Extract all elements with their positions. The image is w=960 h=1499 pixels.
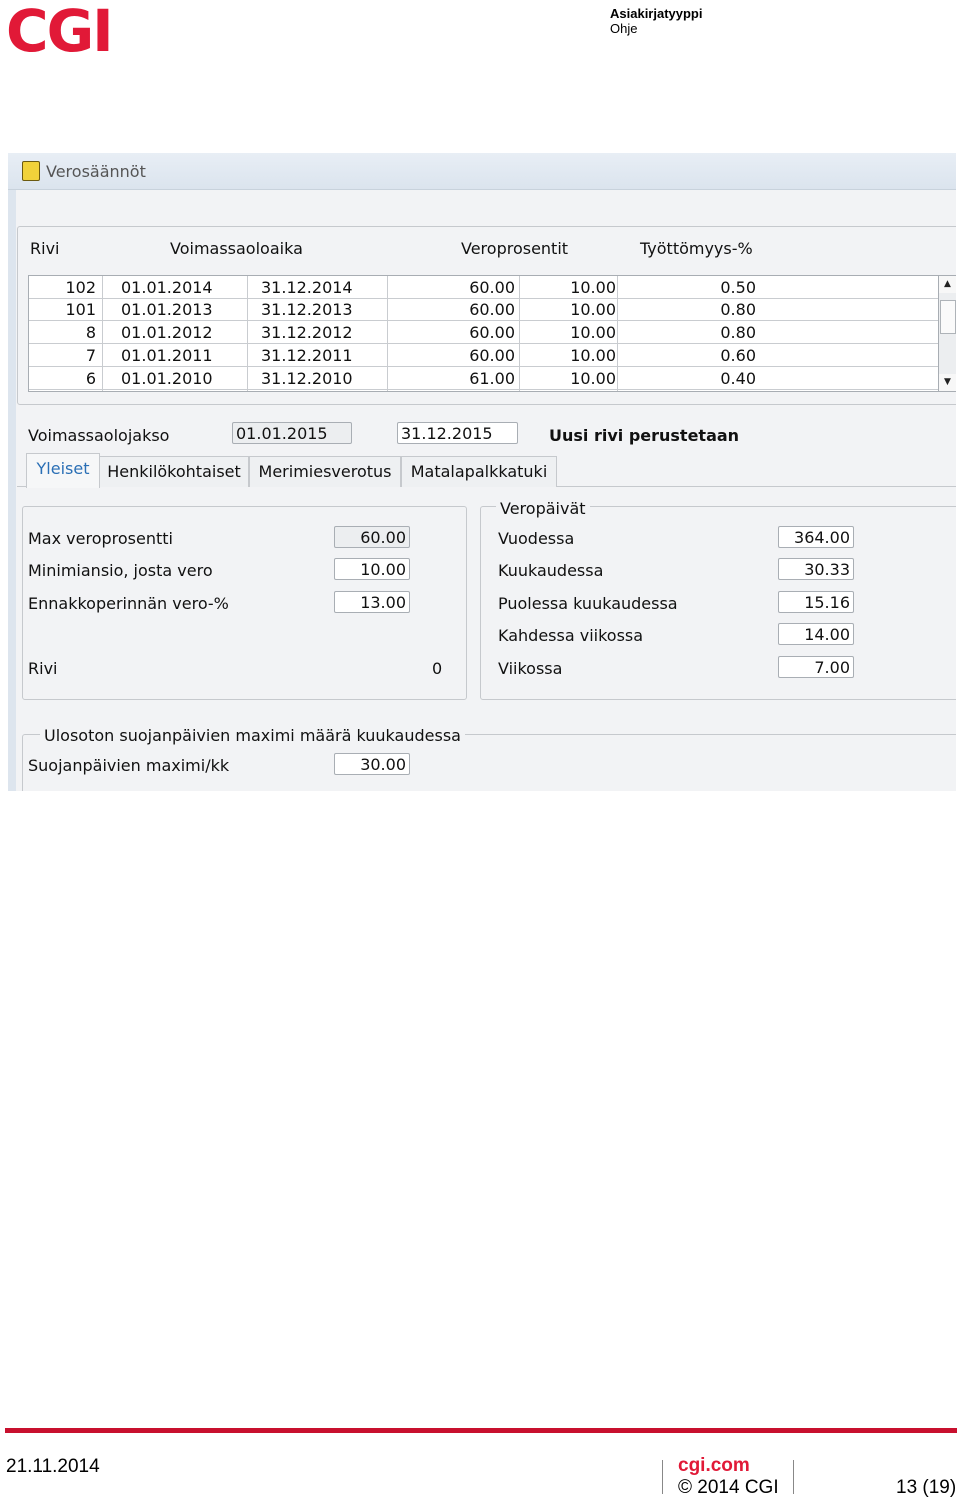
- cell-end: 31.12.2013: [261, 300, 353, 319]
- cell-rivi: 102: [65, 278, 96, 297]
- cell-vero1: 60.00: [469, 300, 515, 319]
- cell-end: 31.12.2010: [261, 369, 353, 388]
- window-titlebar: [8, 153, 956, 190]
- suojanpaivat-field[interactable]: 30.00: [334, 753, 410, 775]
- table-row[interactable]: [29, 367, 939, 390]
- viikossa-field[interactable]: 7.00: [778, 656, 854, 678]
- scroll-thumb[interactable]: [940, 300, 956, 334]
- footer-site: cgi.com: [678, 1455, 750, 1476]
- cell-end: 31.12.2012: [261, 323, 353, 342]
- min-label: Minimiansio, josta vero: [28, 561, 213, 580]
- cell-rivi: 7: [85, 346, 96, 365]
- ennakko-field[interactable]: 13.00: [334, 591, 410, 613]
- kahdessa-label: Kahdessa viikossa: [498, 626, 644, 645]
- rivi-value: 0: [432, 659, 443, 678]
- col-header-veroprosentit[interactable]: Veroprosentit: [461, 239, 569, 258]
- rules-table: [28, 275, 940, 392]
- cell-tyot: 0.40: [720, 369, 756, 388]
- page-number: 13 (19): [896, 1477, 957, 1498]
- max-field[interactable]: 60.00: [334, 526, 410, 548]
- cell-rivi: 8: [85, 323, 96, 342]
- cell-start: 01.01.2010: [121, 369, 213, 388]
- vuodessa-label: Vuodessa: [498, 529, 575, 548]
- cell-vero2: 10.00: [570, 300, 616, 319]
- footer-divider: [5, 1428, 957, 1433]
- footer-date: 21.11.2014: [6, 1456, 100, 1477]
- ulosotto-legend: Ulosoton suojanpäivien maximi määrä kuukaudessa: [40, 726, 465, 745]
- viikossa-label: Viikossa: [498, 659, 563, 678]
- tab-henkilokohtaiset[interactable]: Henkilökohtaiset: [99, 456, 249, 487]
- table-row[interactable]: [29, 344, 939, 367]
- cell-vero1: 60.00: [469, 323, 515, 342]
- table-row[interactable]: [29, 321, 939, 344]
- rivi-label: Rivi: [28, 659, 58, 678]
- cell-vero2: 10.00: [570, 369, 616, 388]
- cell-start: 01.01.2014: [121, 278, 213, 297]
- cell-start: 01.01.2012: [121, 323, 213, 342]
- puolessa-label: Puolessa kuukaudessa: [498, 594, 678, 613]
- status-text: Uusi rivi perustetaan: [549, 426, 740, 445]
- cell-vero1: 61.00: [469, 369, 515, 388]
- window-left-edge: [8, 153, 16, 791]
- cell-rivi: 101: [65, 300, 96, 319]
- vuodessa-field[interactable]: 364.00: [778, 526, 854, 548]
- cell-start: 01.01.2011: [121, 346, 213, 365]
- tab-matalapalkkatuki[interactable]: Matalapalkkatuki: [401, 456, 557, 487]
- document-subtype: Ohje: [610, 21, 638, 36]
- tab-merimiesverotus[interactable]: Merimiesverotus: [249, 456, 401, 487]
- footer-separator: [662, 1460, 663, 1494]
- tab-yleiset[interactable]: Yleiset: [26, 453, 100, 488]
- cell-tyot: 0.50: [720, 278, 756, 297]
- scroll-up-icon[interactable]: ▲: [939, 276, 956, 293]
- col-header-tyottomyys[interactable]: Työttömyys-%: [640, 239, 753, 258]
- footer-copyright: © 2014 CGI: [678, 1477, 779, 1498]
- document-icon: [22, 161, 40, 181]
- cell-end: 31.12.2011: [261, 346, 353, 365]
- scroll-down-icon[interactable]: ▼: [939, 374, 956, 391]
- ennakko-label: Ennakkoperinnän vero-%: [28, 594, 229, 613]
- cell-vero2: 10.00: [570, 278, 616, 297]
- cell-vero2: 10.00: [570, 346, 616, 365]
- grid-scrollbar[interactable]: [938, 275, 956, 392]
- cell-vero2: 10.00: [570, 323, 616, 342]
- max-label: Max veroprosentti: [28, 529, 173, 548]
- cell-vero1: 60.00: [469, 346, 515, 365]
- cell-tyot: 0.80: [720, 323, 756, 342]
- kuukaudessa-field[interactable]: 30.33: [778, 558, 854, 580]
- cell-vero1: 60.00: [469, 278, 515, 297]
- table-row[interactable]: [29, 298, 939, 321]
- tax-rules-window: [8, 153, 956, 791]
- veropaivat-legend: Veropäivät: [496, 499, 590, 518]
- window-title: Verosäännöt: [46, 162, 146, 181]
- suojanpaivat-label: Suojanpäivien maximi/kk: [28, 756, 230, 775]
- cell-start: 01.01.2013: [121, 300, 213, 319]
- kahdessa-field[interactable]: 14.00: [778, 623, 854, 645]
- period-start-field[interactable]: 01.01.2015: [232, 422, 352, 444]
- col-header-voimassaoloaika[interactable]: Voimassaoloaika: [170, 239, 303, 258]
- kuukaudessa-label: Kuukaudessa: [498, 561, 604, 580]
- puolessa-field[interactable]: 15.16: [778, 591, 854, 613]
- period-end-field[interactable]: 31.12.2015: [397, 422, 518, 444]
- cell-rivi: 6: [85, 369, 96, 388]
- col-header-rivi[interactable]: Rivi: [30, 239, 60, 258]
- footer-separator: [793, 1460, 794, 1494]
- min-field[interactable]: 10.00: [334, 558, 410, 580]
- cell-tyot: 0.80: [720, 300, 756, 319]
- cgi-logo: CGI: [6, 0, 112, 65]
- period-label: Voimassaolojakso: [28, 426, 170, 445]
- table-row[interactable]: [29, 276, 939, 299]
- cell-tyot: 0.60: [720, 346, 756, 365]
- cell-end: 31.12.2014: [261, 278, 353, 297]
- document-type: Asiakirjatyyppi: [610, 6, 703, 21]
